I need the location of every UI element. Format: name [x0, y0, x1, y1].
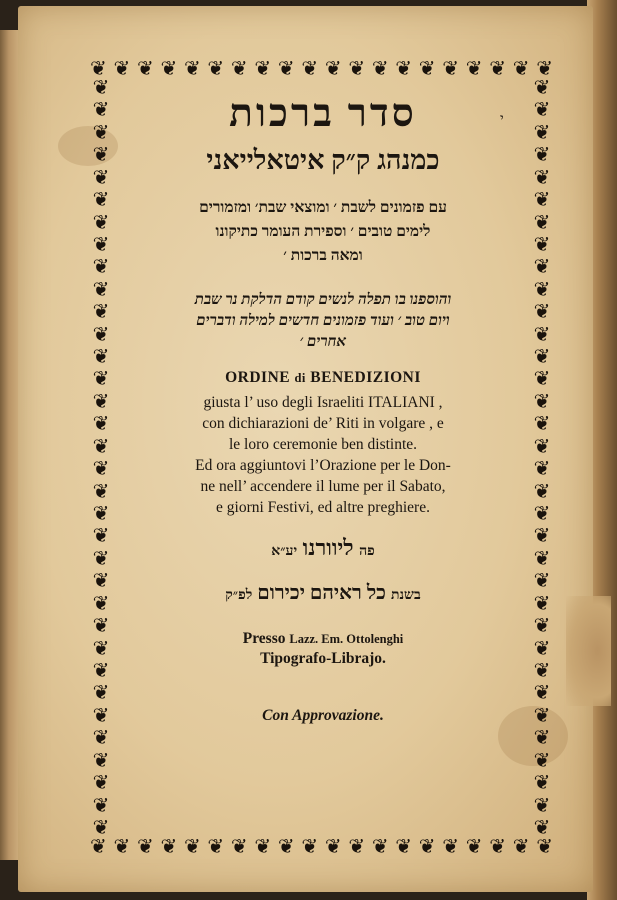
border-ornament: ❦ [533, 592, 551, 615]
city-suffix: יע״א [271, 544, 298, 559]
border-ornament: ❦ [533, 547, 551, 570]
border-ornament: ❦ [533, 682, 551, 705]
city-prefix: פה [359, 544, 375, 559]
italian-description [128, 392, 518, 518]
border-ornament: ❦ [533, 413, 551, 436]
border-ornament: ❦ [92, 413, 110, 436]
hebrew-addition-line: והוספנו בו תפלה לנשים קודם הדלקת נר שבת [194, 292, 452, 308]
border-ornament: ❦ [324, 836, 342, 858]
border-ornament: ❦ [113, 58, 131, 80]
border-ornament: ❦ [92, 570, 110, 593]
border-ornament: ❦ [136, 58, 154, 80]
border-ornament: ❦ [348, 58, 366, 80]
border-ornament: ❦ [533, 749, 551, 772]
border-ornament: ❦ [418, 58, 436, 80]
border-ornament: ❦ [533, 121, 551, 144]
border-ornament: ❦ [92, 704, 110, 727]
border-right [531, 78, 553, 838]
title-page-content [128, 88, 518, 725]
border-ornament: ❦ [92, 592, 110, 615]
border-ornament: ❦ [92, 749, 110, 772]
border-ornament: ❦ [92, 189, 110, 212]
border-ornament: ❦ [92, 794, 110, 817]
border-ornament: ❦ [301, 836, 319, 858]
border-ornament: ❦ [533, 615, 551, 638]
border-ornament: ❦ [136, 836, 154, 858]
hebrew-title-mark: י [500, 112, 504, 127]
border-ornament: ❦ [489, 836, 506, 858]
border-ornament: ❦ [533, 256, 551, 279]
italian-title-word: ORDINE [225, 369, 291, 386]
year-suffix: לפ״ק [225, 588, 253, 603]
border-ornament: ❦ [92, 637, 110, 660]
border-ornament: ❦ [533, 368, 551, 391]
border-ornament: ❦ [254, 58, 272, 80]
border-ornament: ❦ [418, 836, 436, 858]
border-ornament: ❦ [207, 836, 225, 858]
border-ornament: ❦ [533, 816, 551, 839]
border-ornament: ❦ [442, 836, 460, 858]
year-prefix: בשנת [390, 588, 421, 603]
border-ornament: ❦ [465, 58, 483, 80]
border-ornament: ❦ [92, 346, 110, 369]
year-chronogram: כל ראיהם יכירום [257, 582, 386, 604]
border-ornament: ❦ [92, 816, 110, 839]
border-ornament: ❦ [533, 77, 551, 99]
hebrew-description-line: עם פזמונים לשבת ׳ ומוצאי שבת׳ ומזמורים [199, 199, 447, 216]
border-ornament: ❦ [92, 144, 110, 167]
border-ornament: ❦ [395, 58, 413, 80]
border-ornament: ❦ [277, 58, 295, 80]
border-ornament: ❦ [92, 256, 110, 279]
border-ornament: ❦ [160, 58, 178, 80]
border-ornament: ❦ [371, 836, 389, 858]
border-ornament: ❦ [92, 682, 110, 705]
printer-name: Lazz. Em. Ottolenghi [289, 632, 404, 646]
border-ornament: ❦ [348, 836, 366, 858]
border-ornament: ❦ [512, 58, 530, 80]
border-ornament: ❦ [533, 390, 551, 413]
border-ornament: ❦ [92, 727, 110, 750]
hebrew-addition-line: אחרים ׳ [299, 334, 347, 350]
border-ornament: ❦ [533, 458, 551, 481]
italian-title-word: BENEDIZIONI [310, 369, 421, 386]
border-ornament: ❦ [92, 458, 110, 481]
border-ornament: ❦ [512, 836, 530, 858]
border-ornament: ❦ [92, 615, 110, 638]
border-ornament: ❦ [92, 547, 110, 570]
border-bottom [90, 836, 553, 858]
city-name: ליוורנו [302, 535, 354, 560]
border-ornament: ❦ [92, 368, 110, 391]
border-ornament: ❦ [442, 58, 460, 80]
border-ornament: ❦ [160, 836, 178, 858]
border-ornament: ❦ [92, 99, 110, 122]
border-ornament: ❦ [92, 659, 110, 682]
border-ornament: ❦ [92, 323, 110, 346]
hebrew-description-line: לימים טובים ׳ וספירת העומר כתיקונו [215, 223, 431, 240]
border-ornament: ❦ [92, 435, 110, 458]
border-ornament: ❦ [533, 233, 551, 256]
italian-line: giusta l’ uso degli Israeliti ITALIANI , [203, 394, 443, 411]
border-ornament: ❦ [533, 727, 551, 750]
border-top [90, 58, 553, 80]
border-ornament: ❦ [92, 211, 110, 234]
printer-imprint [128, 629, 518, 669]
border-ornament: ❦ [533, 189, 551, 212]
border-ornament: ❦ [230, 836, 248, 858]
border-ornament: ❦ [183, 58, 201, 80]
hebrew-title: סדר ברכות [229, 92, 417, 135]
border-ornament: ❦ [533, 211, 551, 234]
italian-line: le loro ceremonie ben distinte. [228, 436, 418, 453]
border-ornament: ❦ [533, 772, 551, 795]
border-ornament: ❦ [92, 772, 110, 795]
italian-line: e giorni Festivi, ed altre preghiere. [216, 499, 430, 516]
border-ornament: ❦ [533, 704, 551, 727]
border-ornament: ❦ [277, 836, 295, 858]
border-ornament: ❦ [113, 836, 131, 858]
border-ornament: ❦ [536, 58, 553, 80]
hebrew-subtitle: כמנהג ק״ק איטאלייאני [206, 145, 440, 175]
border-ornament: ❦ [533, 570, 551, 593]
border-ornament: ❦ [371, 58, 389, 80]
border-ornament: ❦ [92, 121, 110, 144]
hebrew-imprint-year [128, 578, 518, 611]
hebrew-imprint-city [128, 532, 518, 568]
italian-line: con dichiarazioni de’ Riti in volgare , e [202, 415, 444, 432]
border-ornament: ❦ [92, 233, 110, 256]
border-ornament: ❦ [254, 836, 272, 858]
italian-line: ne nell’ accendere il lume per il Sabato, [200, 478, 446, 495]
border-ornament: ❦ [90, 58, 107, 80]
border-ornament: ❦ [92, 278, 110, 301]
border-ornament: ❦ [92, 301, 110, 324]
border-ornament: ❦ [533, 166, 551, 189]
border-ornament: ❦ [92, 77, 110, 99]
hebrew-description [128, 196, 518, 268]
italian-line: Ed ora aggiuntovi l’Orazione per le Don- [195, 457, 451, 474]
italian-title-word: di [294, 371, 306, 385]
border-ornament: ❦ [533, 301, 551, 324]
border-ornament: ❦ [533, 435, 551, 458]
border-ornament: ❦ [533, 480, 551, 503]
page-tear [566, 596, 611, 706]
hebrew-description-line: ומאה ברכות ׳ [283, 247, 363, 264]
border-ornament: ❦ [207, 58, 225, 80]
border-ornament: ❦ [533, 346, 551, 369]
border-ornament: ❦ [533, 99, 551, 122]
border-left [90, 78, 112, 838]
border-ornament: ❦ [533, 794, 551, 817]
printer-word: Presso [242, 630, 286, 647]
approval-notice: Con Approvazione. [262, 707, 384, 724]
border-ornament: ❦ [533, 323, 551, 346]
border-ornament: ❦ [395, 836, 413, 858]
hebrew-addition-note [128, 290, 518, 353]
border-ornament: ❦ [92, 390, 110, 413]
border-ornament: ❦ [90, 836, 107, 858]
printer-role: Tipografo-Librajo. [260, 650, 386, 667]
border-ornament: ❦ [92, 166, 110, 189]
border-ornament: ❦ [489, 58, 506, 80]
border-ornament: ❦ [536, 836, 553, 858]
border-ornament: ❦ [533, 525, 551, 548]
border-ornament: ❦ [533, 278, 551, 301]
border-ornament: ❦ [465, 836, 483, 858]
border-ornament: ❦ [533, 637, 551, 660]
italian-title [128, 369, 518, 387]
border-ornament: ❦ [324, 58, 342, 80]
border-ornament: ❦ [92, 503, 110, 526]
hebrew-addition-line: ויום טוב ׳ ועוד פזמונים חדשים למילה ודברים [196, 313, 450, 329]
border-ornament: ❦ [301, 58, 319, 80]
border-ornament: ❦ [533, 503, 551, 526]
border-ornament: ❦ [92, 525, 110, 548]
border-ornament: ❦ [92, 480, 110, 503]
border-ornament: ❦ [183, 836, 201, 858]
border-ornament: ❦ [230, 58, 248, 80]
border-ornament: ❦ [533, 659, 551, 682]
border-ornament: ❦ [533, 144, 551, 167]
